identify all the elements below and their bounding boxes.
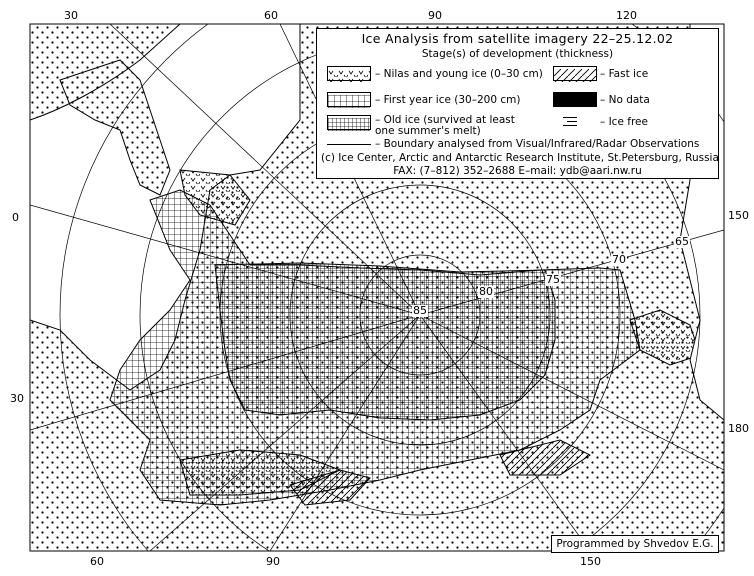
lon-label: 60 [90, 555, 104, 568]
ice-free-icon [563, 117, 577, 126]
lat-label: 80 [479, 285, 493, 298]
lon-label: 0 [12, 211, 19, 224]
lat-label: 75 [546, 273, 560, 286]
legend-copyright: (c) Ice Center, Arctic and Antarctic Research Institute, St.Petersburg, Russia [321, 152, 719, 164]
legend-first-year: – First year ice (30–200 cm) [375, 94, 521, 106]
lon-label: 30 [10, 392, 24, 405]
legend-subtitle: Stage(s) of development (thickness) [421, 48, 614, 60]
legend-fast-ice: – Fast ice [600, 68, 649, 80]
lon-label: 30 [64, 9, 78, 22]
old-ice-central [215, 263, 555, 420]
boundary-line-icon [327, 144, 371, 145]
no-data-swatch [553, 92, 597, 107]
lat-label: 85 [413, 304, 427, 317]
legend-no-data: – No data [600, 94, 650, 106]
lon-label: 150 [728, 209, 749, 222]
lon-label: 60 [264, 9, 278, 22]
lon-label: 120 [616, 9, 637, 22]
legend-contact: FAX: (7–812) 352–2688 E–mail: ydb@aari.nw.ru [393, 165, 642, 177]
lat-label: 65 [675, 235, 689, 248]
old-ice-swatch [327, 115, 371, 130]
first-year-swatch [327, 92, 371, 107]
fast-ice-swatch [553, 66, 597, 81]
nilas-swatch [327, 66, 371, 81]
lon-label: 90 [266, 555, 280, 568]
legend-nilas: – Nilas and young ice (0–30 cm) [375, 68, 543, 80]
credit-box: Programmed by Shvedov E.G. [551, 535, 719, 553]
lon-label: 90 [428, 9, 442, 22]
lat-label: 70 [612, 253, 626, 266]
lon-label: 180 [728, 422, 749, 435]
legend [316, 28, 719, 179]
legend-ice-free: – Ice free [600, 116, 648, 128]
legend-old-ice: – Old ice (survived at least one summer's melt) [375, 114, 515, 137]
legend-boundary: – Boundary analysed from Visual/Infrared/Radar Observations [375, 138, 700, 150]
lon-label: 150 [580, 555, 601, 568]
legend-title: Ice Analysis from satellite imagery 22–25.12.02 [361, 31, 674, 46]
